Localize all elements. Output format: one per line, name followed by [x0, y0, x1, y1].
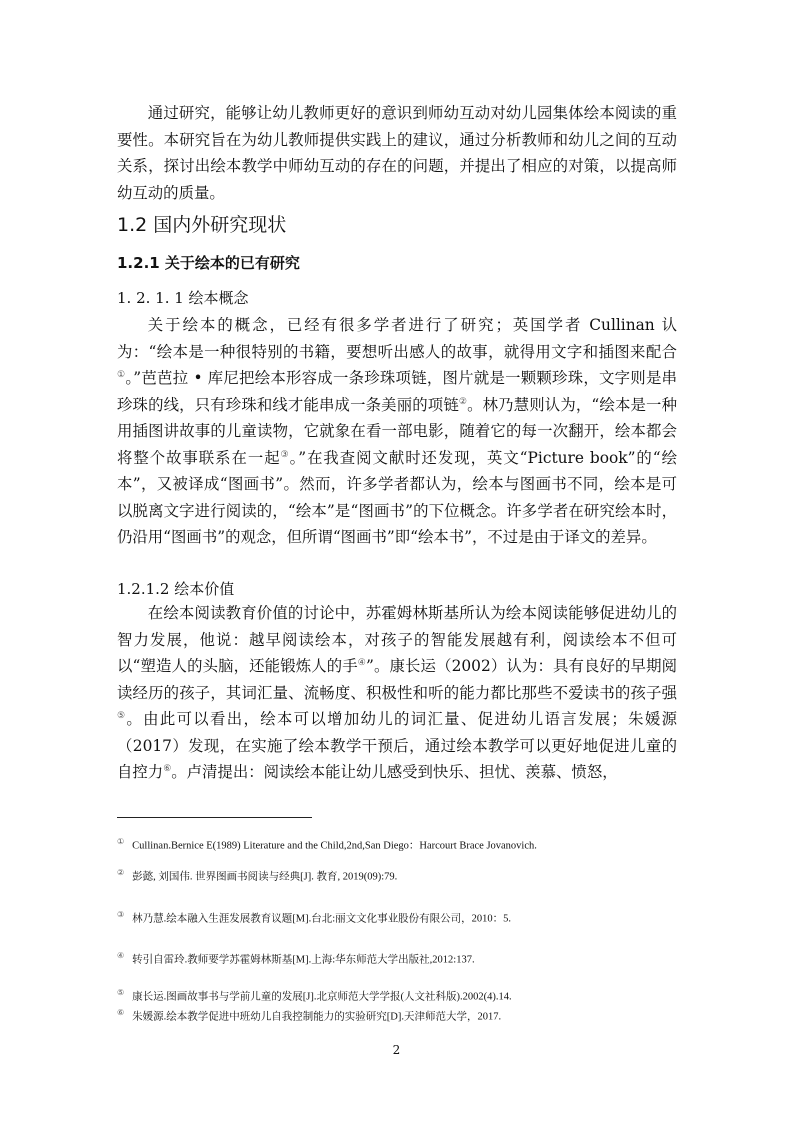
footnote-5 — [117, 988, 512, 1004]
footnote-mark: ⑤ — [117, 988, 125, 997]
footnote-ref-2[interactable]: ② — [458, 396, 468, 407]
subsection-heading: 1.2.1 关于绘本的已有研究 — [117, 254, 300, 272]
subsubsection-heading-concept: 1. 2. 1. 1 绘本概念 — [117, 289, 249, 307]
footnote-text: 朱媛源.绘本教学促进中班幼儿自我控制能力的实验研究[D].天津师范大学，2017. — [132, 1011, 502, 1023]
footnote-ref-5[interactable]: ⑤ — [117, 710, 127, 721]
footnote-ref-4[interactable]: ④ — [357, 657, 366, 668]
footnote-mark: ② — [117, 868, 125, 877]
value-paragraph — [117, 600, 677, 786]
footnote-1 — [117, 837, 537, 853]
footnote-6 — [117, 1008, 501, 1024]
concept-text-1: 关于绘本的概念，已经有很多学者进行了研究；英国学者 Cullinan 认为：“绘本是一种很特别的书籍，要想听出感人的故事，就得用文字和插图来配合 — [117, 316, 677, 361]
subsubsection-heading-value: 1.2.1.2 绘本价值 — [117, 580, 235, 598]
footnote-text: 林乃慧.绘本融入生涯发展教育议题[M].台北:丽文文化事业股份有限公司，2010：5. — [132, 913, 512, 925]
concept-text-4: 。”在我查阅文献时还发现，英文“Picture book”的“绘本”，又被译成“图画书”。然而，许多学者都认为，绘本与图画书不同，绘本是可以脱离文字进行阅读的，“绘本”是“图画书”的下位概念。许多学者在研究绘本时，仍沿用“图画书”的观念，但所谓“图画书”即“绘本书”，不过是由于译文的差异。 — [117, 448, 677, 546]
footnote-divider — [117, 817, 312, 818]
footnote-mark: ① — [117, 837, 125, 846]
intro-paragraph: 通过研究，能够让幼儿教师更好的意识到师幼互动对幼儿园集体绘本阅读的重要性。本研究旨在为幼儿教师提供实践上的建议，通过分析教师和幼儿之间的互动关系，探讨出绘本教学中师幼互动的存在的问题，并提出了相应的对策，以提高师幼互动的质量。 — [117, 104, 677, 202]
footnote-text: 彭懿, 刘国伟. 世界图画书阅读与经典[J]. 教育, 2019(09):79. — [132, 871, 398, 883]
footnote-text: Cullinan.Bernice E(1989) Literature and the Child,2nd,San Diego：Harcourt Brace Jovanovich. — [132, 840, 537, 852]
concept-paragraph — [117, 312, 677, 551]
footnote-mark: ③ — [117, 910, 125, 919]
footnote-ref-6[interactable]: ⑥ — [163, 763, 172, 774]
footnote-mark: ④ — [117, 951, 125, 960]
footnote-text: 转引自雷玲.教师要学苏霍姆林斯基[M].上海:华东师范大学出版社,2012:137. — [132, 954, 475, 966]
footnote-2 — [117, 868, 397, 884]
footnote-4 — [117, 951, 475, 967]
concept-text-3: 。林乃慧则认为，“绘本是一种用插图讲故事的儿童读物，它就象在看一部电影，随着它的每一次翻开，绘本都会将整个故事联系在一起 — [117, 395, 677, 467]
footnote-mark: ⑥ — [117, 1008, 125, 1017]
section-heading: 1.2 国内外研究现状 — [117, 214, 287, 236]
concept-text-2: 。”芭芭拉 • 库尼把绘本形容成一条珍珠项链，图片就是一颗颗珍珠，文字则是串珍珠的线，只有珍珠和线才能串成一条美丽的项链 — [117, 369, 677, 414]
footnote-ref-1[interactable]: ① — [117, 369, 126, 380]
footnote-ref-3[interactable]: ③ — [280, 449, 290, 460]
value-text-4: 。卢清提出：阅读绘本能让幼儿感受到快乐、担忧、羡慕、愤怒， — [171, 763, 618, 781]
value-text-3: 。由此可以看出，绘本可以增加幼儿的词汇量、促进幼儿语言发展；朱媛源（2017）发现，在实施了绘本教学干预后，通过绘本教学可以更好地促进儿童的自控力 — [117, 710, 677, 781]
footnote-3 — [117, 910, 511, 926]
value-text-2: ”。康长运（2002）认为：具有良好的早期阅读经历的孩子，其词汇量、流畅度、积极性和听的能力都比那些不爱读书的孩子强 — [117, 657, 677, 702]
footnote-text: 康长运.图画故事书与学前儿童的发展[J].北京师范大学学报(人文社科版).2002(4).14. — [132, 991, 512, 1003]
value-text-1: 在绘本阅读教育价值的讨论中，苏霍姆林斯基所认为绘本阅读能够促进幼儿的智力发展，他说：越早阅读绘本，对孩子的智能发展越有利，阅读绘本不但可以“塑造人的头脑，还能锻炼人的手 — [117, 604, 677, 675]
page-number: 2 — [392, 1043, 401, 1057]
